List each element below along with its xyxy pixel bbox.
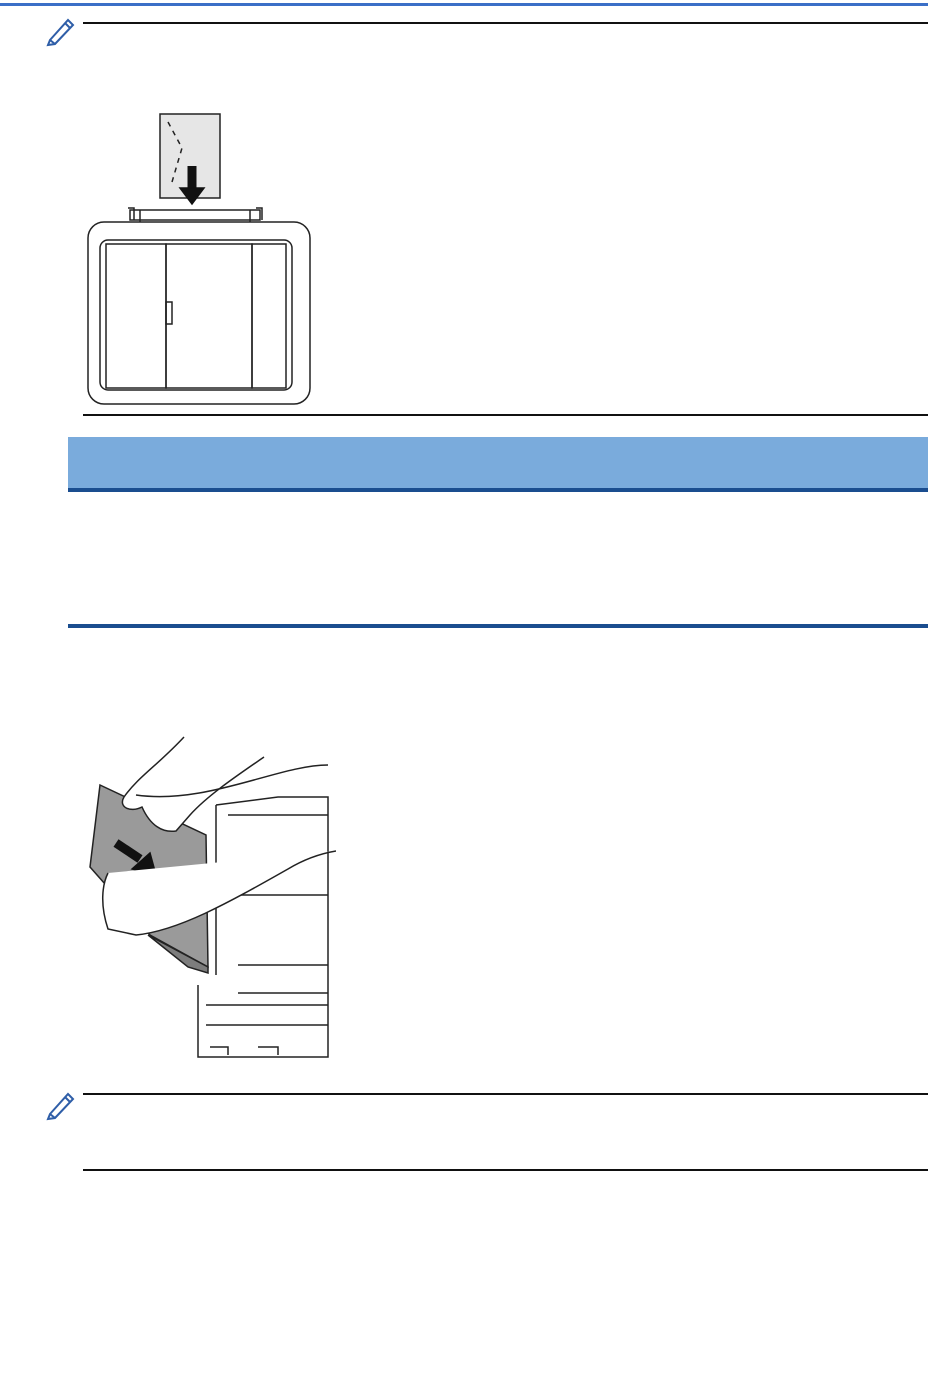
- note-bottom-rule: [83, 414, 928, 416]
- pencil-note-icon: [44, 1088, 78, 1127]
- pencil-note-icon: [44, 14, 78, 53]
- envelope-loading-illustration: [80, 110, 320, 415]
- note2-bottom-rule: [83, 1169, 928, 1171]
- top-rule: [0, 3, 928, 6]
- section-header-rule: [68, 488, 928, 492]
- blue-section-header: [68, 437, 928, 488]
- paper-feed-hands-illustration: [88, 735, 336, 1070]
- note-top-rule: [83, 22, 928, 24]
- note2-top-rule: [83, 1093, 928, 1095]
- section-divider-rule: [68, 624, 928, 628]
